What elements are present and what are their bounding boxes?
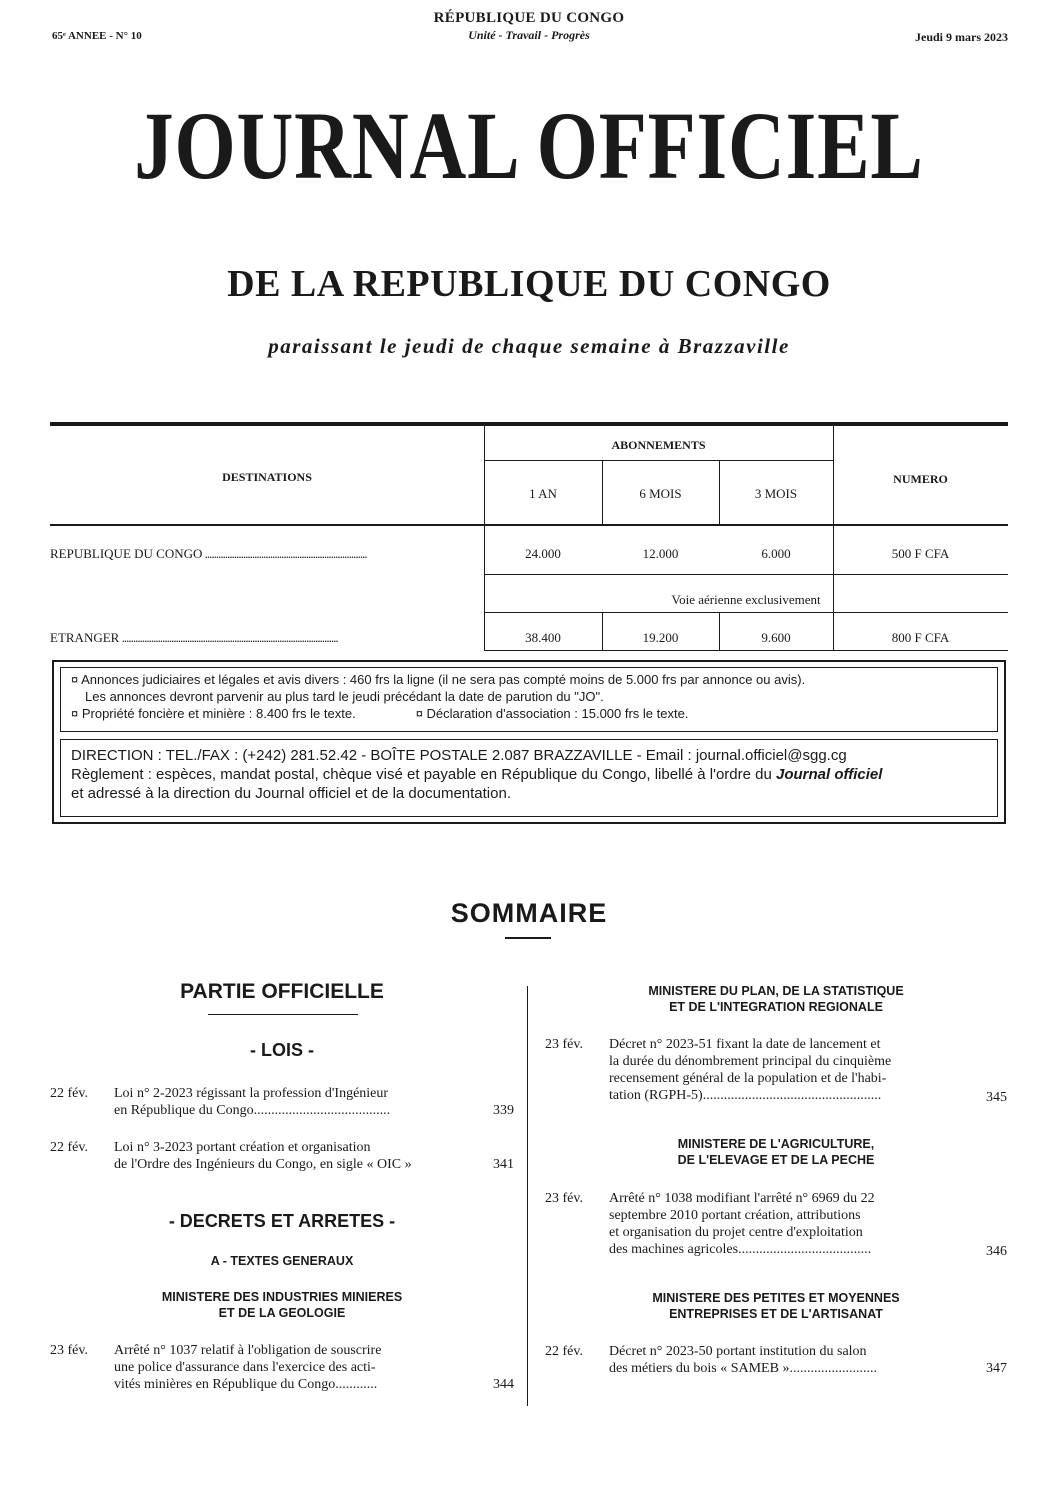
table-row: ETRANGER ................................................................................................ [50,630,338,645]
entry-line: Décret n° 2023-51 fixant la date de lancement et [609,1037,881,1052]
destinations-header: DESTINATIONS [222,470,312,484]
subscription-table [50,422,1008,654]
entry-date: 22 fév. [50,1086,88,1101]
price-3mois: 9.600 [761,630,791,645]
ministry-heading [545,1290,1007,1322]
price-6mois: 12.000 [642,546,679,561]
entry-line: des métiers du bois « SAMEB »......................... [609,1361,877,1376]
price-numero: 500 F CFA [891,546,950,561]
entry-line: Arrêté n° 1038 modifiant l'arrêté n° 6969 du 22 [609,1191,875,1206]
country-name: RÉPUBLIQUE DU CONGO [433,10,625,26]
price-1an: 24.000 [525,546,561,561]
voie-aerienne-note: Voie aérienne exclusivement [671,592,821,607]
col-1an-header: 1 AN [529,486,557,501]
ministry-line: ET DE L'INTEGRATION REGIONALE [669,1000,883,1014]
price-3mois: 6.000 [761,546,791,561]
ministry-line: DE L'ELEVAGE ET DE LA PECHE [677,1153,875,1167]
sommaire-title: SOMMAIRE [450,898,608,928]
reglement-line [71,765,997,784]
entry-line: de l'Ordre des Ingénieurs du Congo, en sigle « OIC » [114,1157,412,1172]
partie-rule [208,1014,358,1015]
entry-line: et organisation du projet centre d'exploitation [609,1225,863,1240]
entry-line: septembre 2010 portant création, attributions [609,1208,861,1223]
entry-line: vités minières en République du Congo............ [114,1377,378,1392]
ministry-line: MINISTERE DE L'AGRICULTURE, [677,1137,875,1151]
table-rule [484,574,1008,575]
entry-line: Loi n° 3-2023 portant création et organisation [114,1140,371,1155]
list-item[interactable] [545,1036,1007,1106]
entry-line: en République du Congo....................................... [114,1103,391,1118]
list-item[interactable] [545,1190,1007,1260]
annonces-box [60,667,998,732]
direction-box [60,739,998,817]
association-tarif: ¤ Déclaration d'association : 15.000 frs le texte. [415,706,689,721]
ministry-line: MINISTERE DU PLAN, DE LA STATISTIQUE [648,984,904,998]
journal-tagline: paraissant le jeudi de chaque semaine à Brazzaville [268,334,790,358]
entry-page: 341 [493,1157,514,1172]
ministry-heading [545,983,1007,1015]
price-numero: 800 F CFA [891,630,950,645]
entry-date: 23 fév. [545,1037,583,1052]
entry-page: 347 [986,1361,1007,1376]
issue-date: Jeudi 9 mars 2023 [915,30,1008,44]
journal-title: JOURNAL OFFICIEL [134,92,924,199]
entry-text [609,1343,945,1377]
entry-text [609,1190,945,1258]
entry-line: Loi n° 2-2023 régissant la profession d'Ingénieur [114,1086,389,1101]
table-divider [833,426,834,650]
issue-number: 65ᵉ ANNEE - N° 10 [52,30,142,42]
numero-header: NUMERO [893,472,948,486]
col-6mois-header: 6 MOIS [639,486,682,501]
entry-text [114,1342,450,1393]
direction-contact: DIRECTION : TEL./FAX : (+242) 281.52.42 - BOÎTE POSTALE 2.087 BRAZZAVILLE - Email : journal.officiel@sgg.cg [71,747,847,764]
entry-text [114,1085,450,1119]
entry-line: la durée du dénombrement principal du cinquième [609,1054,892,1069]
journal-subtitle: DE LA REPUBLIQUE DU CONGO [227,263,831,305]
table-header-rule [50,524,1008,526]
destination-name: ETRANGER [50,630,120,645]
lois-heading: - LOIS - [250,1040,314,1060]
entry-line: des machines agricoles...................................... [609,1242,872,1257]
entry-text [609,1036,945,1104]
entry-date: 22 fév. [545,1344,583,1359]
entry-page: 345 [986,1090,1007,1105]
entry-line: Décret n° 2023-50 portant institution du salon [609,1344,867,1359]
annonces-line: Les annonces devront parvenir au plus tard le jeudi précédant la date de parution du "JO". [85,689,604,704]
entry-line: Arrêté n° 1037 relatif à l'obligation de souscrire [114,1343,382,1358]
column-divider [527,986,528,1406]
decrets-heading: - DECRETS ET ARRETES - [168,1211,396,1231]
ministry-heading [545,1136,1007,1168]
entry-line: tation (RGPH-5)................................................... [609,1088,882,1103]
info-box [52,660,1006,824]
ministry-line: MINISTERE DES PETITES ET MOYENNES [652,1291,900,1305]
entry-date: 23 fév. [545,1191,583,1206]
ministry-line: ET DE LA GEOLOGIE [218,1306,346,1320]
price-1an: 38.400 [525,630,561,645]
entry-line: une police d'assurance dans l'exercice des acti- [114,1360,376,1375]
entry-date: 23 fév. [50,1343,88,1358]
country-header [380,10,678,43]
annonces-line: ¤ Annonces judiciaires et légales et avis divers : 460 frs la ligne (il ne sera pas compté moins de 5.000 frs par annonce ou avis). [71,672,806,687]
abonnements-header: ABONNEMENTS [611,438,706,452]
propriete-tarif: ¤ Propriété foncière et minière : 8.400 frs le texte. [71,706,356,721]
journal-name: Journal officiel [776,766,883,783]
ministry-line: ENTREPRISES ET DE L'ARTISANAT [669,1307,883,1321]
annonces-line [71,705,997,722]
entry-page: 339 [493,1103,514,1118]
sommaire-rule [505,937,551,939]
textes-generaux-heading: A - TEXTES GENERAUX [210,1254,354,1268]
price-6mois: 19.200 [642,630,679,645]
ministry-line: MINISTERE DES INDUSTRIES MINIERES [161,1290,403,1304]
table-row: REPUBLIQUE DU CONGO ........................................................................ [50,546,367,561]
adresse-line: et adressé à la direction du Journal officiel et de la documentation. [71,785,511,802]
entry-text [114,1139,450,1173]
entry-page: 344 [493,1377,514,1392]
list-item[interactable] [50,1139,514,1175]
entry-line: recensement général de la population et de l'habi- [609,1071,887,1086]
table-rule [484,650,1008,651]
national-motto: Unité - Travail - Progrès [468,28,590,42]
ministry-heading [50,1289,514,1321]
col-3mois-header: 3 MOIS [754,486,798,501]
table-top-rule [50,422,1008,426]
entry-date: 22 fév. [50,1140,88,1155]
table-rule [484,460,833,461]
destination-name: REPUBLIQUE DU CONGO [50,546,203,561]
reglement-text: Règlement : espèces, mandat postal, chèque visé et payable en République du Congo, libellé à l'ordre du [71,766,772,783]
partie-officielle-heading: PARTIE OFFICIELLE [180,980,384,1003]
entry-page: 346 [986,1244,1007,1259]
table-rule [484,612,1008,613]
list-item[interactable] [545,1343,1007,1379]
list-item[interactable] [50,1085,514,1121]
list-item[interactable] [50,1342,514,1396]
